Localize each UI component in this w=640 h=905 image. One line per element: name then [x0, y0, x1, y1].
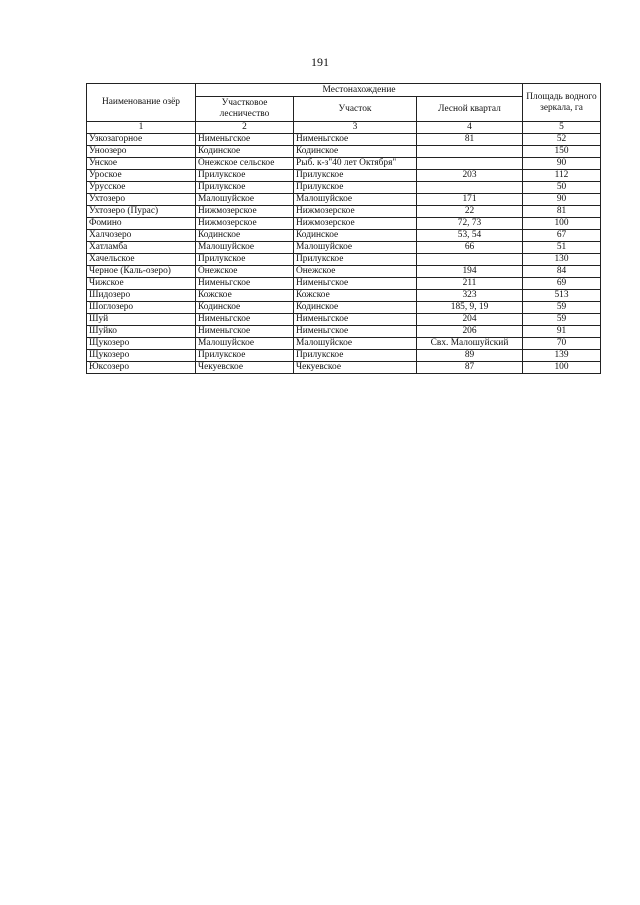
cell-water-area: 81 — [523, 206, 601, 218]
cell-water-area: 100 — [523, 218, 601, 230]
cell-forestry: Прилукское — [196, 350, 294, 362]
column-number: 3 — [294, 122, 417, 134]
cell-forest-quarter: 211 — [417, 278, 523, 290]
cell-water-area: 150 — [523, 146, 601, 158]
table-row — [87, 266, 601, 278]
cell-plot: Нименьгское — [294, 326, 417, 338]
cell-water-area: 90 — [523, 194, 601, 206]
cell-forest-quarter: 72, 73 — [417, 218, 523, 230]
cell-forest-quarter — [417, 146, 523, 158]
cell-forestry: Малошуйское — [196, 194, 294, 206]
table-row — [87, 302, 601, 314]
cell-forest-quarter — [417, 254, 523, 266]
cell-forest-quarter: 185, 9, 19 — [417, 302, 523, 314]
cell-forestry: Нименьгское — [196, 314, 294, 326]
table-row — [87, 182, 601, 194]
table-row — [87, 326, 601, 338]
cell-forest-quarter: 323 — [417, 290, 523, 302]
cell-lake-name: Юксозеро — [87, 362, 196, 374]
cell-water-area: 84 — [523, 266, 601, 278]
column-numbers-row — [87, 122, 601, 134]
cell-lake-name: Уноозеро — [87, 146, 196, 158]
cell-forestry: Прилукское — [196, 254, 294, 266]
lakes-table — [86, 83, 601, 374]
cell-water-area: 67 — [523, 230, 601, 242]
table-row — [87, 230, 601, 242]
cell-forestry: Кожское — [196, 290, 294, 302]
cell-plot: Малошуйское — [294, 242, 417, 254]
cell-forest-quarter: 206 — [417, 326, 523, 338]
cell-forest-quarter: 87 — [417, 362, 523, 374]
table-row — [87, 362, 601, 374]
cell-forest-quarter: 171 — [417, 194, 523, 206]
cell-plot: Прилукское — [294, 170, 417, 182]
cell-lake-name: Урусское — [87, 182, 196, 194]
table-row — [87, 158, 601, 170]
cell-forestry: Малошуйское — [196, 242, 294, 254]
cell-lake-name: Узкозагорное — [87, 134, 196, 146]
cell-lake-name: Ухтозеро — [87, 194, 196, 206]
cell-plot: Нименьгское — [294, 134, 417, 146]
table-row — [87, 242, 601, 254]
column-number: 1 — [87, 122, 196, 134]
header-water-area: Площадь водного зеркала, га — [523, 84, 601, 122]
header-forestry: Участковое лесничество — [196, 97, 294, 122]
table-row — [87, 350, 601, 362]
cell-plot: Чекуевское — [294, 362, 417, 374]
cell-forestry: Прилукское — [196, 170, 294, 182]
table-row — [87, 146, 601, 158]
cell-forest-quarter: 89 — [417, 350, 523, 362]
cell-plot: Кодинское — [294, 302, 417, 314]
table-row — [87, 218, 601, 230]
cell-plot: Нименьгское — [294, 278, 417, 290]
cell-forestry: Нижмозерское — [196, 218, 294, 230]
cell-plot: Онежское — [294, 266, 417, 278]
cell-lake-name: Щукозеро — [87, 338, 196, 350]
cell-plot: Нименьгское — [294, 314, 417, 326]
column-number: 5 — [523, 122, 601, 134]
cell-water-area: 50 — [523, 182, 601, 194]
header-lake-name: Наименование озёр — [87, 84, 196, 122]
cell-lake-name: Хатламба — [87, 242, 196, 254]
cell-plot: Нижмозерское — [294, 206, 417, 218]
cell-plot: Прилукское — [294, 350, 417, 362]
cell-forestry: Прилукское — [196, 182, 294, 194]
cell-forestry: Кодинское — [196, 146, 294, 158]
cell-water-area: 100 — [523, 362, 601, 374]
header-location: Местонахождение — [196, 84, 523, 97]
cell-forest-quarter: 81 — [417, 134, 523, 146]
cell-water-area: 70 — [523, 338, 601, 350]
cell-water-area: 139 — [523, 350, 601, 362]
cell-lake-name: Шуйко — [87, 326, 196, 338]
cell-plot: Малошуйское — [294, 338, 417, 350]
cell-forest-quarter — [417, 182, 523, 194]
cell-plot: Нижмозерское — [294, 218, 417, 230]
cell-forestry: Нименьгское — [196, 278, 294, 290]
cell-forest-quarter: 203 — [417, 170, 523, 182]
cell-lake-name: Щукозеро — [87, 350, 196, 362]
table-row — [87, 134, 601, 146]
cell-forest-quarter — [417, 158, 523, 170]
cell-forestry: Кодинское — [196, 302, 294, 314]
cell-forest-quarter: 66 — [417, 242, 523, 254]
table-row — [87, 278, 601, 290]
table-body — [87, 134, 601, 374]
cell-forestry: Малошуйское — [196, 338, 294, 350]
cell-water-area: 90 — [523, 158, 601, 170]
cell-plot: Кодинское — [294, 146, 417, 158]
table-row — [87, 206, 601, 218]
cell-water-area: 59 — [523, 314, 601, 326]
cell-water-area: 51 — [523, 242, 601, 254]
cell-water-area: 59 — [523, 302, 601, 314]
cell-lake-name: Шидозеро — [87, 290, 196, 302]
cell-lake-name: Уроское — [87, 170, 196, 182]
cell-lake-name: Унское — [87, 158, 196, 170]
cell-forestry: Нижмозерское — [196, 206, 294, 218]
cell-forestry: Онежское — [196, 266, 294, 278]
cell-forest-quarter: 204 — [417, 314, 523, 326]
header-forest-quarter: Лесной квартал — [417, 97, 523, 122]
cell-plot: Малошуйское — [294, 194, 417, 206]
cell-lake-name: Ухтозеро (Пурас) — [87, 206, 196, 218]
cell-forest-quarter: 22 — [417, 206, 523, 218]
cell-forestry: Нименьгское — [196, 134, 294, 146]
cell-forest-quarter: 194 — [417, 266, 523, 278]
cell-water-area: 91 — [523, 326, 601, 338]
table-row — [87, 194, 601, 206]
cell-forest-quarter: 53, 54 — [417, 230, 523, 242]
cell-lake-name: Черное (Каль-озеро) — [87, 266, 196, 278]
cell-lake-name: Хачельское — [87, 254, 196, 266]
cell-water-area: 112 — [523, 170, 601, 182]
cell-plot: Прилукское — [294, 254, 417, 266]
table-row — [87, 338, 601, 350]
cell-plot: Кодинское — [294, 230, 417, 242]
table-row — [87, 254, 601, 266]
page-number: 191 — [311, 55, 329, 69]
table-row — [87, 314, 601, 326]
cell-forestry: Кодинское — [196, 230, 294, 242]
cell-forestry: Онежское сельское — [196, 158, 294, 170]
cell-lake-name: Фомино — [87, 218, 196, 230]
table-row — [87, 290, 601, 302]
cell-plot: Кожское — [294, 290, 417, 302]
cell-water-area: 52 — [523, 134, 601, 146]
cell-forestry: Нименьгское — [196, 326, 294, 338]
cell-plot: Рыб. к-з"40 лет Октября" — [294, 158, 417, 170]
cell-lake-name: Халчозеро — [87, 230, 196, 242]
cell-lake-name: Чижское — [87, 278, 196, 290]
cell-forest-quarter: Свх. Малошуйский — [417, 338, 523, 350]
cell-forestry: Чекуевское — [196, 362, 294, 374]
header-plot: Участок — [294, 97, 417, 122]
column-number: 2 — [196, 122, 294, 134]
cell-lake-name: Шоглозеро — [87, 302, 196, 314]
table-row — [87, 170, 601, 182]
cell-water-area: 513 — [523, 290, 601, 302]
cell-lake-name: Шуй — [87, 314, 196, 326]
cell-plot: Прилукское — [294, 182, 417, 194]
column-number: 4 — [417, 122, 523, 134]
cell-water-area: 69 — [523, 278, 601, 290]
cell-water-area: 130 — [523, 254, 601, 266]
